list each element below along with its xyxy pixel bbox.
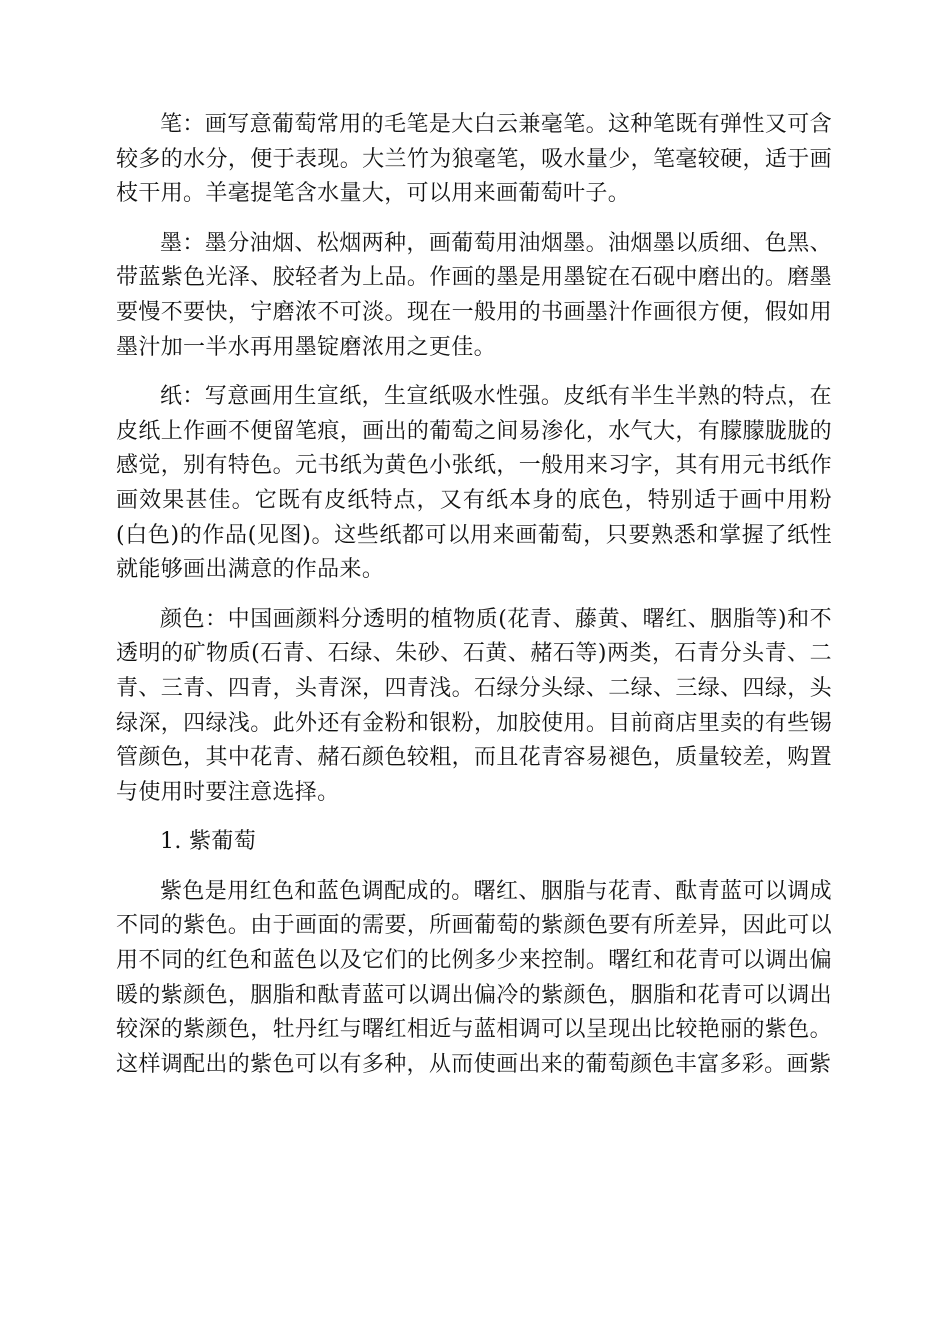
paragraph-color: 颜色：中国画颜料分透明的植物质(花青、藤黄、曙红、胭脂等)和不透明的矿物质(石青、石绿、朱砂、石黄、赭石等)两类，石青分头青、二青、三青、四青，头青深，四青浅。石绿分头绿、二绿、三绿、四绿，头绿深，四绿浅。此外还有金粉和银粉，加胶使用。目前商店里卖的有些锡管颜色，其中花青、赭石颜色较粗，而且花青容易褪色，质量较差，购置与使用时要注意选择。: [116, 606, 832, 805]
document-page: [116, 108, 832, 1097]
paragraph-paper: 纸：写意画用生宣纸，生宣纸吸水性强。皮纸有半生半熟的特点，在皮纸上作画不便留笔痕，画出的葡萄之间易渗化，水气大，有朦朦胧胧的感觉，别有特色。元书纸为黄色小张纸，一般用来习字，其有用元书纸作画效果甚佳。它既有皮纸特点，又有纸本身的底色，特别适于画中用粉(白色)的作品(见图)。这些纸都可以用来画葡萄，只要熟悉和掌握了纸性就能够画出满意的作品来。: [116, 384, 832, 583]
section-heading: 1. 紫葡萄: [160, 829, 257, 855]
paragraph-purple-grapes: 紫色是用红色和蓝色调配成的。曙红、胭脂与花青、酞青蓝可以调成不同的紫色。由于画面的需要，所画葡萄的紫颜色要有所差异，因此可以用不同的红色和蓝色以及它们的比例多少来控制。曙红和花青可以调出偏暖的紫颜色，胭脂和酞青蓝可以调出偏冷的紫颜色，胭脂和花青可以调出较深的紫颜色，牡丹红与曙红相近与蓝相调可以呈现出比较艳丽的紫色。这样调配出的紫色可以有多种，从而使画出来的葡萄颜色丰富多彩。画紫: [116, 878, 832, 1077]
paragraph-brush: 笔：画写意葡萄常用的毛笔是大白云兼毫笔。这种笔既有弹性又可含较多的水分，便于表现。大兰竹为狼毫笔，吸水量少，笔毫较硬，适于画枝干用。羊毫提笔含水量大，可以用来画葡萄叶子。: [116, 112, 832, 207]
paragraph-ink: 墨：墨分油烟、松烟两种，画葡萄用油烟墨。油烟墨以质细、色黑、带蓝紫色光泽、胶轻者为上品。作画的墨是用墨锭在石砚中磨出的。磨墨要慢不要快，宁磨浓不可淡。现在一般用的书画墨汁作画很方便，假如用墨汁加一半水再用墨锭磨浓用之更佳。: [116, 230, 832, 360]
